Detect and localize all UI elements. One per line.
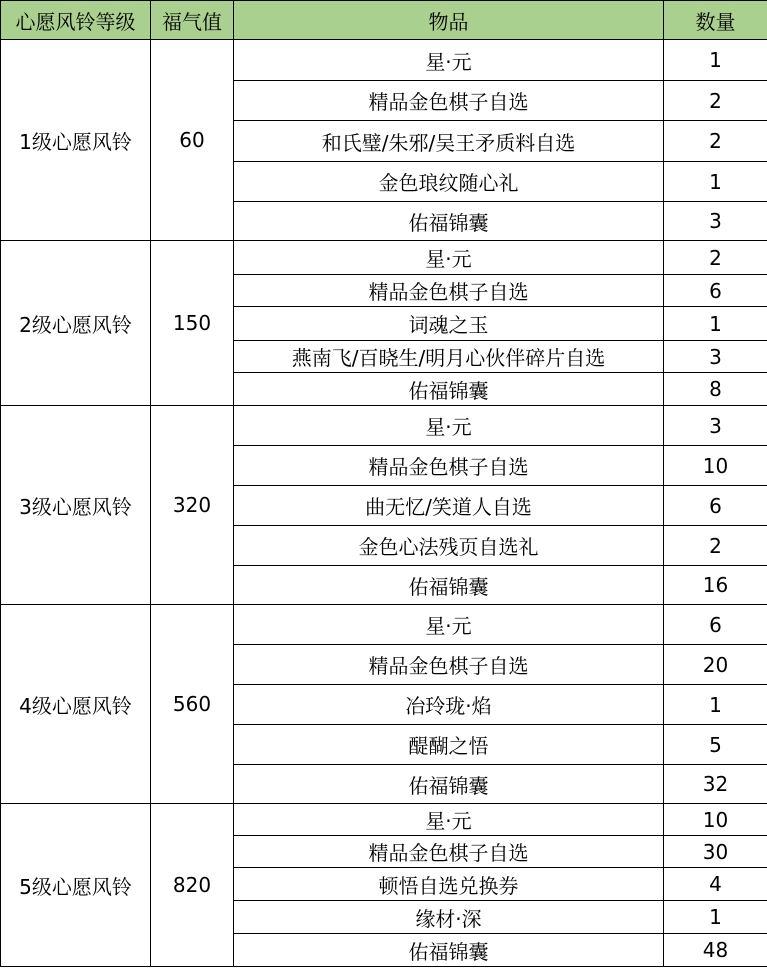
item-qty-cell: 4 [664, 868, 767, 901]
header-value: 福气值 [151, 1, 234, 40]
item-qty-cell: 5 [664, 725, 767, 765]
item-qty-cell: 3 [664, 406, 767, 446]
item-qty-cell: 1 [664, 40, 767, 81]
table-row [1, 605, 767, 645]
item-name-cell: 燕南飞/百晓生/明月心伙伴碎片自选 [234, 341, 664, 373]
item-name-cell: 星·元 [234, 605, 664, 645]
table-row [1, 241, 767, 275]
item-qty-cell: 8 [664, 373, 767, 406]
item-name-cell: 冶玲珑·焰 [234, 685, 664, 725]
item-qty-cell: 30 [664, 836, 767, 868]
item-qty-cell: 3 [664, 341, 767, 373]
value-cell: 150 [151, 241, 234, 406]
header-qty: 数量 [664, 1, 767, 40]
level-cell: 1级心愿风铃 [1, 40, 151, 241]
item-qty-cell: 3 [664, 202, 767, 241]
item-qty-cell: 6 [664, 486, 767, 526]
item-name-cell: 和氏璧/朱邪/吴王矛质料自选 [234, 121, 664, 162]
value-cell: 60 [151, 40, 234, 241]
item-qty-cell: 20 [664, 645, 767, 685]
item-name-cell: 精品金色棋子自选 [234, 275, 664, 307]
item-qty-cell: 1 [664, 685, 767, 725]
item-qty-cell: 48 [664, 934, 767, 967]
table-row [1, 406, 767, 446]
item-name-cell: 星·元 [234, 804, 664, 836]
level-cell: 4级心愿风铃 [1, 605, 151, 804]
item-qty-cell: 6 [664, 605, 767, 645]
header-item: 物品 [234, 1, 664, 40]
item-name-cell: 佑福锦囊 [234, 934, 664, 967]
item-name-cell: 词魂之玉 [234, 307, 664, 341]
value-cell: 320 [151, 406, 234, 605]
item-name-cell: 精品金色棋子自选 [234, 81, 664, 121]
item-name-cell: 精品金色棋子自选 [234, 836, 664, 868]
item-qty-cell: 1 [664, 307, 767, 341]
item-name-cell: 星·元 [234, 40, 664, 81]
item-name-cell: 星·元 [234, 241, 664, 275]
item-qty-cell: 6 [664, 275, 767, 307]
item-name-cell: 金色琅纹随心礼 [234, 162, 664, 202]
item-name-cell: 佑福锦囊 [234, 202, 664, 241]
item-qty-cell: 2 [664, 121, 767, 162]
item-name-cell: 缘材·深 [234, 901, 664, 934]
header-level: 心愿风铃等级 [1, 1, 151, 40]
item-name-cell: 顿悟自选兑换券 [234, 868, 664, 901]
table-row [1, 804, 767, 836]
item-qty-cell: 10 [664, 804, 767, 836]
table-row [1, 40, 767, 81]
item-name-cell: 金色心法残页自选礼 [234, 526, 664, 566]
item-name-cell: 曲无忆/笑道人自选 [234, 486, 664, 526]
item-qty-cell: 1 [664, 901, 767, 934]
level-cell: 5级心愿风铃 [1, 804, 151, 967]
item-name-cell: 佑福锦囊 [234, 373, 664, 406]
item-qty-cell: 2 [664, 81, 767, 121]
item-qty-cell: 1 [664, 162, 767, 202]
item-qty-cell: 2 [664, 241, 767, 275]
item-qty-cell: 32 [664, 765, 767, 804]
item-name-cell: 精品金色棋子自选 [234, 446, 664, 486]
table-body [1, 40, 767, 967]
item-name-cell: 星·元 [234, 406, 664, 446]
item-qty-cell: 2 [664, 526, 767, 566]
item-name-cell: 佑福锦囊 [234, 765, 664, 804]
item-name-cell: 醍醐之悟 [234, 725, 664, 765]
value-cell: 560 [151, 605, 234, 804]
item-name-cell: 精品金色棋子自选 [234, 645, 664, 685]
level-cell: 3级心愿风铃 [1, 406, 151, 605]
level-cell: 2级心愿风铃 [1, 241, 151, 406]
item-qty-cell: 10 [664, 446, 767, 486]
item-name-cell: 佑福锦囊 [234, 566, 664, 605]
value-cell: 820 [151, 804, 234, 967]
item-qty-cell: 16 [664, 566, 767, 605]
header-row [1, 1, 767, 40]
